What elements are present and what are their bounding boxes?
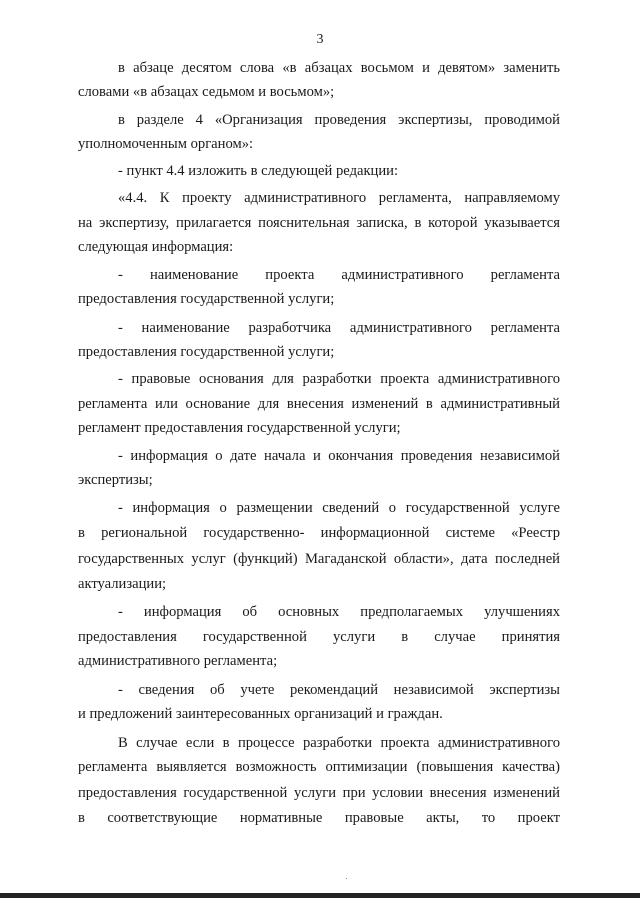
text-line: регламент предоставления государственной услуги;: [78, 420, 401, 436]
text-line: экспертизы;: [78, 472, 153, 488]
text-line: предоставления государственной услуги;: [78, 291, 335, 307]
text-line: - наименование проекта административного регламента: [118, 267, 560, 283]
text-line: уполномоченным органом»:: [78, 136, 254, 152]
text-line: - правовые основания для разработки проекта административного: [118, 371, 560, 387]
text-line: - сведения об учете рекомендаций независимой экспертизы: [118, 682, 560, 698]
text-line: административного регламента;: [78, 653, 278, 669]
text-line: - информация о размещении сведений о государственной услуге: [118, 500, 560, 516]
text-line: в региональной государственно- информационной системе «Реестр: [78, 525, 560, 541]
text-line: - пункт 4.4 изложить в следующей редакции:: [118, 163, 399, 179]
text-line: «4.4. К проекту административного регламента, направляемому: [118, 190, 560, 206]
text-line: и предложений заинтересованных организаций и граждан.: [78, 706, 443, 722]
text-line: - информация о дате начала и окончания проведения независимой: [118, 448, 560, 464]
text-line: следующая информация:: [78, 239, 234, 255]
scan-bottom-edge: [0, 893, 640, 898]
text-line: в абзаце десятом слова «в абзацах восьмом и девятом» заменить: [118, 60, 560, 76]
text-line: государственных услуг (функций) Магаданской области», дата последней: [78, 551, 560, 567]
text-line: в разделе 4 «Организация проведения экспертизы, проводимой: [118, 112, 560, 128]
text-line: актуализации;: [78, 576, 167, 592]
text-line: регламента или основание для внесения изменений в административный: [78, 396, 560, 412]
text-line: предоставления государственной услуги в случае принятия: [78, 629, 560, 645]
text-line: - наименование разработчика административного регламента: [118, 320, 560, 336]
text-line: регламента выявляется возможность оптимизации (повышения качества): [78, 759, 560, 775]
text-line: на экспертизу, прилагается пояснительная записка, в которой указывается: [78, 215, 560, 231]
page-number: 3: [316, 32, 324, 47]
text-line: - информация об основных предполагаемых улучшениях: [118, 604, 560, 620]
scan-speck: [346, 878, 347, 879]
text-line: В случае если в процессе разработки проекта административного: [118, 735, 560, 751]
text-line: предоставления государственной услуги при условии внесения изменений: [78, 785, 560, 801]
text-line: в соответствующие нормативные правовые акты, то проект: [78, 810, 560, 826]
text-line: предоставления государственной услуги;: [78, 344, 335, 360]
text-line: словами «в абзацах седьмом и восьмом»;: [78, 84, 335, 100]
